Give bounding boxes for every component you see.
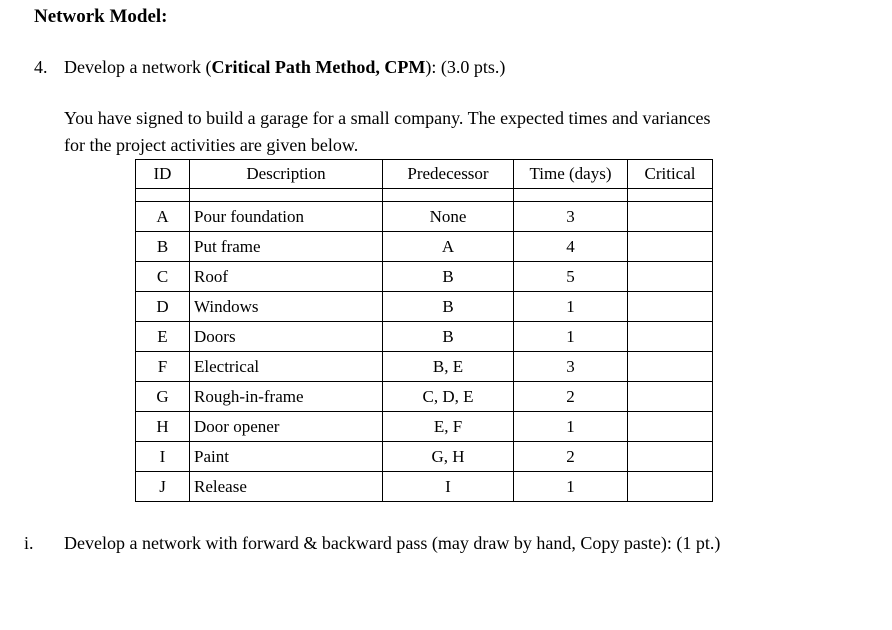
activity-time: 2 (514, 382, 628, 412)
activity-id: C (136, 262, 190, 292)
table-spacer-row (136, 189, 713, 202)
activity-critical[interactable] (628, 412, 713, 442)
activity-time: 4 (514, 232, 628, 262)
activity-time: 3 (514, 202, 628, 232)
activity-id: G (136, 382, 190, 412)
activity-predecessor: None (383, 202, 514, 232)
activity-predecessor: A (383, 232, 514, 262)
activities-table (135, 159, 713, 502)
activity-id: A (136, 202, 190, 232)
activity-time: 1 (514, 292, 628, 322)
activity-time: 1 (514, 472, 628, 502)
activity-critical[interactable] (628, 292, 713, 322)
activity-description: Doors (190, 322, 383, 352)
activity-critical[interactable] (628, 322, 713, 352)
activity-predecessor: I (383, 472, 514, 502)
table-header-row (136, 160, 713, 189)
table-row (136, 352, 713, 382)
table-row (136, 202, 713, 232)
question-number: 4. (34, 57, 48, 77)
activity-critical[interactable] (628, 202, 713, 232)
activity-id: J (136, 472, 190, 502)
table-row (136, 442, 713, 472)
activity-predecessor: B (383, 322, 514, 352)
table-row (136, 322, 713, 352)
spacer-cell (628, 189, 713, 202)
question-suffix: ): (3.0 pts.) (425, 57, 506, 77)
activity-time: 3 (514, 352, 628, 382)
activity-id: H (136, 412, 190, 442)
activity-description: Windows (190, 292, 383, 322)
intro-line-2: for the project activities are given below. (64, 135, 359, 155)
activity-predecessor: G, H (383, 442, 514, 472)
question-bold-term: Critical Path Method, CPM (211, 57, 426, 77)
activity-critical[interactable] (628, 262, 713, 292)
header-id: ID (136, 160, 190, 189)
spacer-cell (383, 189, 514, 202)
activity-description: Pour foundation (190, 202, 383, 232)
activity-predecessor: B (383, 292, 514, 322)
page-heading: Network Model: (34, 6, 168, 27)
activity-id: F (136, 352, 190, 382)
activity-description: Electrical (190, 352, 383, 382)
subquestion-text: Develop a network with forward & backward pass (may draw by hand, Copy paste): (1 pt.) (64, 533, 721, 553)
table-row (136, 412, 713, 442)
activity-predecessor: B (383, 262, 514, 292)
activity-critical[interactable] (628, 352, 713, 382)
table-row (136, 472, 713, 502)
activity-time: 1 (514, 412, 628, 442)
table-row (136, 262, 713, 292)
activity-description: Rough-in-frame (190, 382, 383, 412)
subquestion-number: i. (24, 533, 34, 553)
table-row (136, 232, 713, 262)
activity-description: Paint (190, 442, 383, 472)
activity-id: D (136, 292, 190, 322)
activity-id: B (136, 232, 190, 262)
spacer-cell (514, 189, 628, 202)
question-prefix: Develop a network ( (64, 57, 212, 77)
table-row (136, 292, 713, 322)
activity-predecessor: C, D, E (383, 382, 514, 412)
activity-time: 5 (514, 262, 628, 292)
spacer-cell (190, 189, 383, 202)
activity-predecessor: E, F (383, 412, 514, 442)
intro-line-1: You have signed to build a garage for a small company. The expected times and variances (64, 108, 711, 128)
table-row (136, 382, 713, 412)
activity-critical[interactable] (628, 442, 713, 472)
activity-predecessor: B, E (383, 352, 514, 382)
header-time: Time (days) (514, 160, 628, 189)
question-text (64, 57, 505, 78)
activity-description: Door opener (190, 412, 383, 442)
spacer-cell (136, 189, 190, 202)
activity-id: E (136, 322, 190, 352)
activity-critical[interactable] (628, 232, 713, 262)
header-predecessor: Predecessor (383, 160, 514, 189)
activity-description: Put frame (190, 232, 383, 262)
activity-id: I (136, 442, 190, 472)
header-description: Description (190, 160, 383, 189)
activity-time: 2 (514, 442, 628, 472)
activity-time: 1 (514, 322, 628, 352)
activity-description: Release (190, 472, 383, 502)
activity-description: Roof (190, 262, 383, 292)
activity-critical[interactable] (628, 382, 713, 412)
header-critical: Critical (628, 160, 713, 189)
activity-critical[interactable] (628, 472, 713, 502)
